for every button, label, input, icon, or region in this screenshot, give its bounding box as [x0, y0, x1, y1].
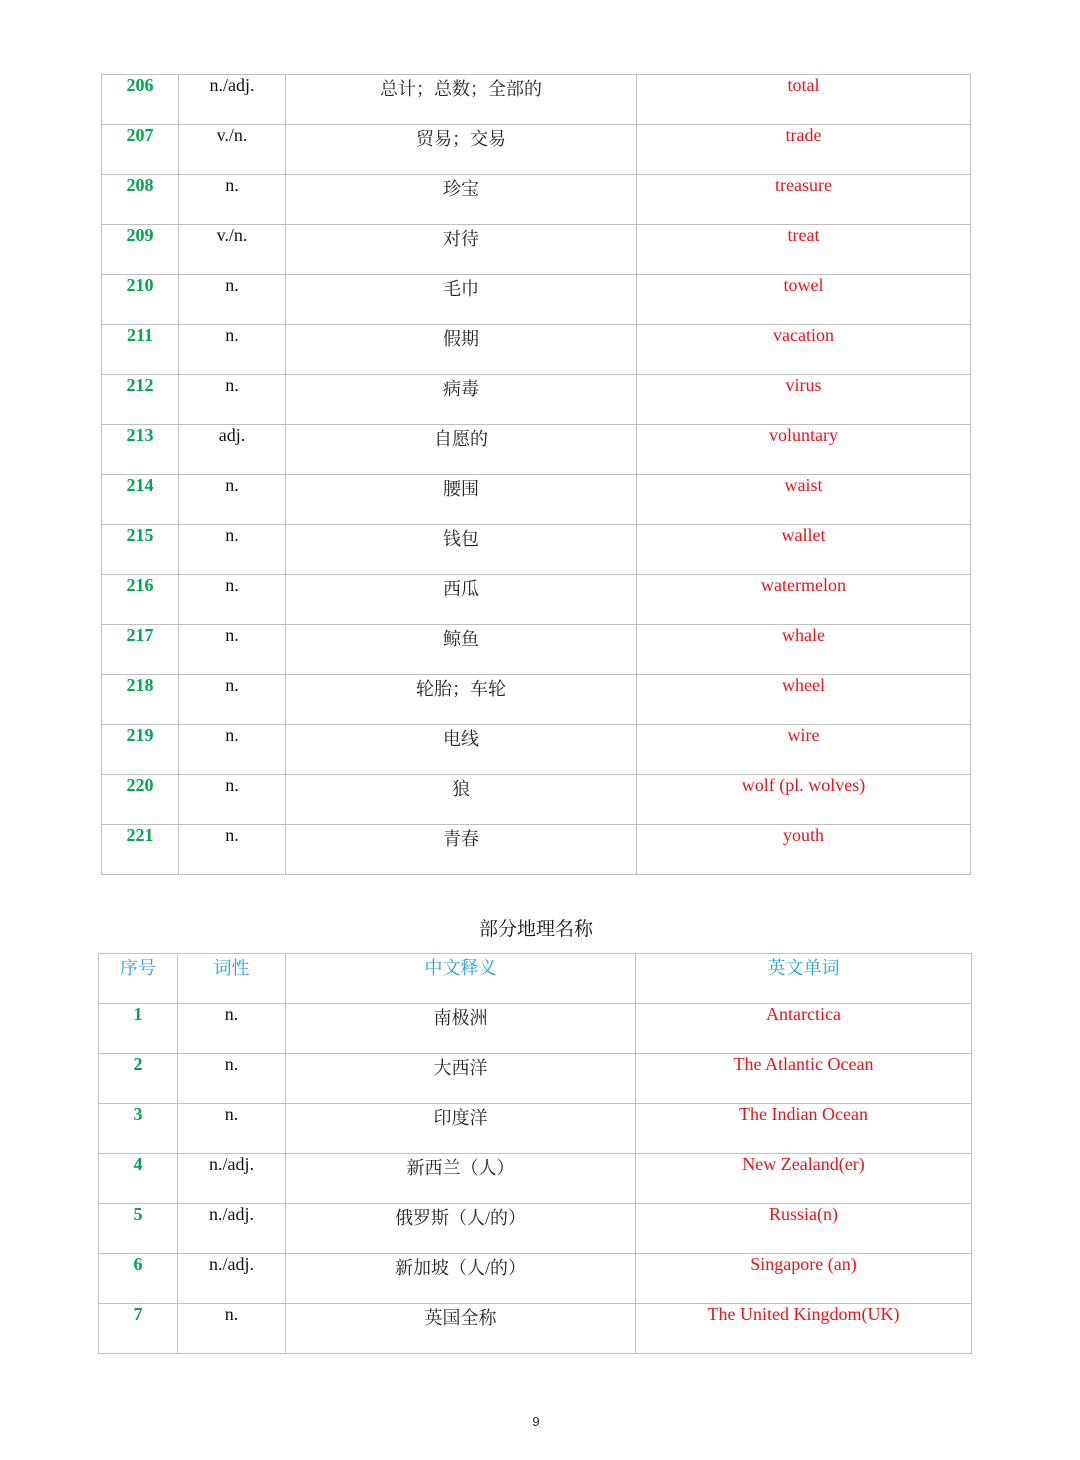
english-word-cell: [636, 1304, 972, 1354]
row-number-cell: [102, 325, 179, 375]
part-of-speech: n.: [225, 175, 239, 195]
table-row: [102, 125, 971, 175]
chinese-meaning: 西瓜: [443, 579, 479, 599]
chinese-meaning: 自愿的: [434, 429, 488, 449]
english-word-cell: [637, 75, 971, 125]
row-number: 216: [126, 575, 154, 595]
chinese-meaning-cell: [286, 1004, 636, 1054]
chinese-meaning: 俄罗斯（人/的）: [394, 1208, 526, 1228]
row-number-cell: [102, 575, 179, 625]
english-word: treat: [787, 225, 820, 245]
chinese-meaning-cell: [286, 1154, 636, 1204]
vocabulary-table-body: [102, 75, 971, 875]
chinese-meaning-cell: [286, 175, 637, 225]
english-word-cell: [637, 825, 971, 875]
row-number-cell: [99, 1004, 178, 1054]
english-word: Singapore (an): [750, 1254, 857, 1274]
english-word: watermelon: [761, 575, 846, 595]
row-number-cell: [102, 125, 179, 175]
part-of-speech-cell: [179, 775, 286, 825]
table-row: [102, 575, 971, 625]
chinese-meaning-cell: [286, 375, 637, 425]
chinese-meaning-cell: [286, 625, 637, 675]
row-number-cell: [102, 625, 179, 675]
row-number: 6: [133, 1254, 143, 1274]
part-of-speech-cell: [179, 725, 286, 775]
english-word-cell: [637, 575, 971, 625]
vocabulary-table: [101, 74, 971, 875]
chinese-meaning-cell: [286, 275, 637, 325]
header-number-label: 序号: [120, 958, 156, 978]
chinese-meaning-cell: [286, 575, 637, 625]
part-of-speech-cell: [178, 1204, 286, 1254]
english-word-cell: [637, 125, 971, 175]
english-word: towel: [783, 275, 824, 295]
table-row: [99, 1304, 972, 1354]
part-of-speech-cell: [179, 75, 286, 125]
part-of-speech: n.: [225, 675, 239, 695]
table-row: [102, 75, 971, 125]
row-number: 218: [126, 675, 154, 695]
table-row: [102, 425, 971, 475]
english-word: New Zealand(er): [742, 1154, 865, 1174]
english-word-cell: [637, 675, 971, 725]
row-number: 208: [126, 175, 154, 195]
part-of-speech-cell: [179, 175, 286, 225]
table-row: [102, 175, 971, 225]
english-word-cell: [636, 1054, 972, 1104]
row-number-cell: [102, 275, 179, 325]
chinese-meaning: 轮胎；车轮: [416, 679, 506, 699]
table-header-row: [99, 954, 972, 1004]
chinese-meaning: 病毒: [443, 379, 479, 399]
chinese-meaning: 青春: [443, 829, 479, 849]
chinese-meaning: 鲸鱼: [443, 629, 479, 649]
row-number: 219: [126, 725, 154, 745]
row-number: 217: [126, 625, 154, 645]
part-of-speech: n./adj.: [209, 1254, 254, 1274]
row-number: 206: [126, 75, 154, 95]
table-row: [102, 525, 971, 575]
part-of-speech: n.: [224, 1104, 239, 1124]
table-row: [102, 225, 971, 275]
part-of-speech: n.: [225, 475, 239, 495]
row-number: 4: [133, 1154, 143, 1174]
row-number: 212: [126, 375, 154, 395]
part-of-speech: n.: [225, 725, 239, 745]
part-of-speech: n.: [224, 1004, 239, 1024]
chinese-meaning-cell: [286, 1204, 636, 1254]
chinese-meaning: 贸易；交易: [416, 129, 506, 149]
row-number-cell: [102, 675, 179, 725]
part-of-speech-cell: [179, 575, 286, 625]
part-of-speech-cell: [179, 825, 286, 875]
part-of-speech-cell: [178, 1104, 286, 1154]
part-of-speech: n./adj.: [209, 1204, 254, 1224]
table-row: [102, 375, 971, 425]
english-word: The Indian Ocean: [739, 1104, 868, 1124]
english-word: The Atlantic Ocean: [733, 1054, 874, 1074]
part-of-speech: n.: [225, 575, 239, 595]
chinese-meaning-cell: [286, 325, 637, 375]
chinese-meaning-cell: [286, 475, 637, 525]
part-of-speech-cell: [178, 1054, 286, 1104]
part-of-speech-cell: [179, 475, 286, 525]
english-word: virus: [785, 375, 822, 395]
row-number: 213: [126, 425, 154, 445]
part-of-speech-cell: [179, 275, 286, 325]
part-of-speech: n.: [225, 275, 239, 295]
part-of-speech: n.: [225, 775, 239, 795]
part-of-speech-cell: [179, 375, 286, 425]
english-word: Antarctica: [766, 1004, 841, 1024]
english-word: vacation: [773, 325, 834, 345]
chinese-meaning: 印度洋: [433, 1108, 488, 1128]
table-row: [102, 675, 971, 725]
row-number-cell: [102, 375, 179, 425]
english-word-cell: [636, 1254, 972, 1304]
table-row: [102, 725, 971, 775]
chinese-meaning: 新西兰（人）: [406, 1158, 515, 1178]
chinese-meaning: 珍宝: [443, 179, 479, 199]
table-row: [99, 1204, 972, 1254]
row-number-cell: [102, 75, 179, 125]
english-word: treasure: [775, 175, 832, 195]
part-of-speech-cell: [179, 325, 286, 375]
part-of-speech: n.: [225, 375, 239, 395]
english-word-cell: [636, 1154, 972, 1204]
row-number-cell: [102, 225, 179, 275]
table-row: [102, 625, 971, 675]
english-word-cell: [637, 475, 971, 525]
chinese-meaning-cell: [286, 1054, 636, 1104]
table-row: [102, 475, 971, 525]
row-number-cell: [102, 775, 179, 825]
header-chinese-meaning-label: 中文释义: [424, 958, 497, 978]
english-word-cell: [637, 725, 971, 775]
part-of-speech: n.: [225, 325, 239, 345]
chinese-meaning: 毛巾: [443, 279, 479, 299]
row-number: 211: [126, 325, 153, 345]
header-english-word: [636, 954, 972, 1004]
row-number: 221: [126, 825, 154, 845]
header-part-of-speech: [178, 954, 286, 1004]
part-of-speech: n.: [225, 825, 239, 845]
part-of-speech: n.: [224, 1054, 239, 1074]
part-of-speech: v./n.: [216, 225, 248, 245]
part-of-speech-cell: [179, 625, 286, 675]
chinese-meaning: 电线: [443, 729, 479, 749]
row-number: 3: [133, 1104, 143, 1124]
part-of-speech: v./n.: [216, 125, 248, 145]
english-word-cell: [637, 325, 971, 375]
row-number-cell: [99, 1204, 178, 1254]
chinese-meaning-cell: [286, 125, 637, 175]
part-of-speech-cell: [179, 675, 286, 725]
english-word: wire: [787, 725, 820, 745]
row-number-cell: [102, 825, 179, 875]
chinese-meaning: 总计；总数；全部的: [380, 79, 542, 99]
english-word-cell: [636, 1204, 972, 1254]
table-row: [99, 1104, 972, 1154]
row-number-cell: [102, 525, 179, 575]
row-number-cell: [102, 475, 179, 525]
chinese-meaning: 狼: [452, 779, 470, 799]
chinese-meaning: 腰围: [443, 479, 479, 499]
header-chinese-meaning: [286, 954, 636, 1004]
geography-table: [98, 953, 972, 1354]
chinese-meaning: 大西洋: [433, 1058, 488, 1078]
part-of-speech: adj.: [218, 425, 246, 445]
table-row: [102, 275, 971, 325]
row-number-cell: [99, 1104, 178, 1154]
english-word-cell: [636, 1004, 972, 1054]
table-row: [99, 1154, 972, 1204]
chinese-meaning-cell: [286, 675, 637, 725]
row-number: 210: [126, 275, 154, 295]
row-number-cell: [102, 425, 179, 475]
chinese-meaning: 南极洲: [433, 1008, 488, 1028]
english-word: The United Kingdom(UK): [707, 1304, 900, 1324]
chinese-meaning-cell: [286, 225, 637, 275]
chinese-meaning-cell: [286, 75, 637, 125]
part-of-speech: n.: [225, 625, 239, 645]
table-row: [99, 1004, 972, 1054]
part-of-speech: n.: [224, 1304, 239, 1324]
part-of-speech-cell: [178, 1254, 286, 1304]
english-word-cell: [637, 375, 971, 425]
row-number-cell: [99, 1054, 178, 1104]
english-word-cell: [637, 525, 971, 575]
part-of-speech-cell: [179, 425, 286, 475]
header-part-of-speech-label: 词性: [213, 958, 250, 978]
part-of-speech-cell: [179, 225, 286, 275]
part-of-speech: n./adj.: [209, 1154, 254, 1174]
page-number: 9: [532, 1414, 540, 1429]
row-number-cell: [102, 175, 179, 225]
english-word: Russia(n): [769, 1204, 838, 1224]
part-of-speech-cell: [178, 1004, 286, 1054]
english-word: wolf (pl. wolves): [741, 775, 866, 795]
part-of-speech-cell: [179, 125, 286, 175]
english-word: wheel: [782, 675, 825, 695]
chinese-meaning-cell: [286, 1254, 636, 1304]
chinese-meaning-cell: [286, 1104, 636, 1154]
chinese-meaning: 新加坡（人/的）: [394, 1258, 526, 1278]
row-number-cell: [102, 725, 179, 775]
chinese-meaning-cell: [286, 425, 637, 475]
chinese-meaning-cell: [286, 725, 637, 775]
table-row: [99, 1254, 972, 1304]
english-word: whale: [782, 625, 825, 645]
english-word-cell: [637, 275, 971, 325]
row-number: 214: [126, 475, 154, 495]
english-word: youth: [782, 825, 824, 845]
part-of-speech: n./adj.: [209, 75, 255, 95]
row-number: 209: [126, 225, 154, 245]
row-number-cell: [99, 1254, 178, 1304]
english-word: trade: [785, 125, 822, 145]
table-row: [102, 825, 971, 875]
english-word: voluntary: [769, 425, 838, 445]
chinese-meaning-cell: [286, 525, 637, 575]
part-of-speech-cell: [179, 525, 286, 575]
chinese-meaning: 假期: [443, 329, 479, 349]
english-word: wallet: [781, 525, 826, 545]
row-number: 207: [126, 125, 154, 145]
english-word-cell: [637, 225, 971, 275]
table-row: [102, 775, 971, 825]
english-word-cell: [637, 175, 971, 225]
chinese-meaning-cell: [286, 775, 637, 825]
chinese-meaning: 钱包: [443, 529, 479, 549]
row-number-cell: [99, 1154, 178, 1204]
chinese-meaning: 对待: [443, 229, 479, 249]
part-of-speech-cell: [178, 1304, 286, 1354]
section-title: 部分地理名称: [478, 919, 593, 940]
english-word-cell: [637, 775, 971, 825]
english-word: total: [787, 75, 820, 95]
row-number: 215: [126, 525, 154, 545]
english-word-cell: [637, 625, 971, 675]
header-number: [99, 954, 178, 1004]
chinese-meaning: 英国全称: [424, 1308, 497, 1328]
english-word-cell: [636, 1104, 972, 1154]
row-number: 220: [126, 775, 154, 795]
table-row: [102, 325, 971, 375]
header-english-word-label: 英文单词: [767, 958, 840, 978]
row-number-cell: [99, 1304, 178, 1354]
row-number: 7: [133, 1304, 143, 1324]
row-number: 1: [133, 1004, 143, 1024]
row-number: 5: [133, 1204, 143, 1224]
chinese-meaning-cell: [286, 825, 637, 875]
row-number: 2: [133, 1054, 143, 1074]
part-of-speech: n.: [225, 525, 239, 545]
english-word-cell: [637, 425, 971, 475]
english-word: waist: [784, 475, 823, 495]
chinese-meaning-cell: [286, 1304, 636, 1354]
table-row: [99, 1054, 972, 1104]
part-of-speech-cell: [178, 1154, 286, 1204]
geography-table-body: [99, 954, 972, 1354]
